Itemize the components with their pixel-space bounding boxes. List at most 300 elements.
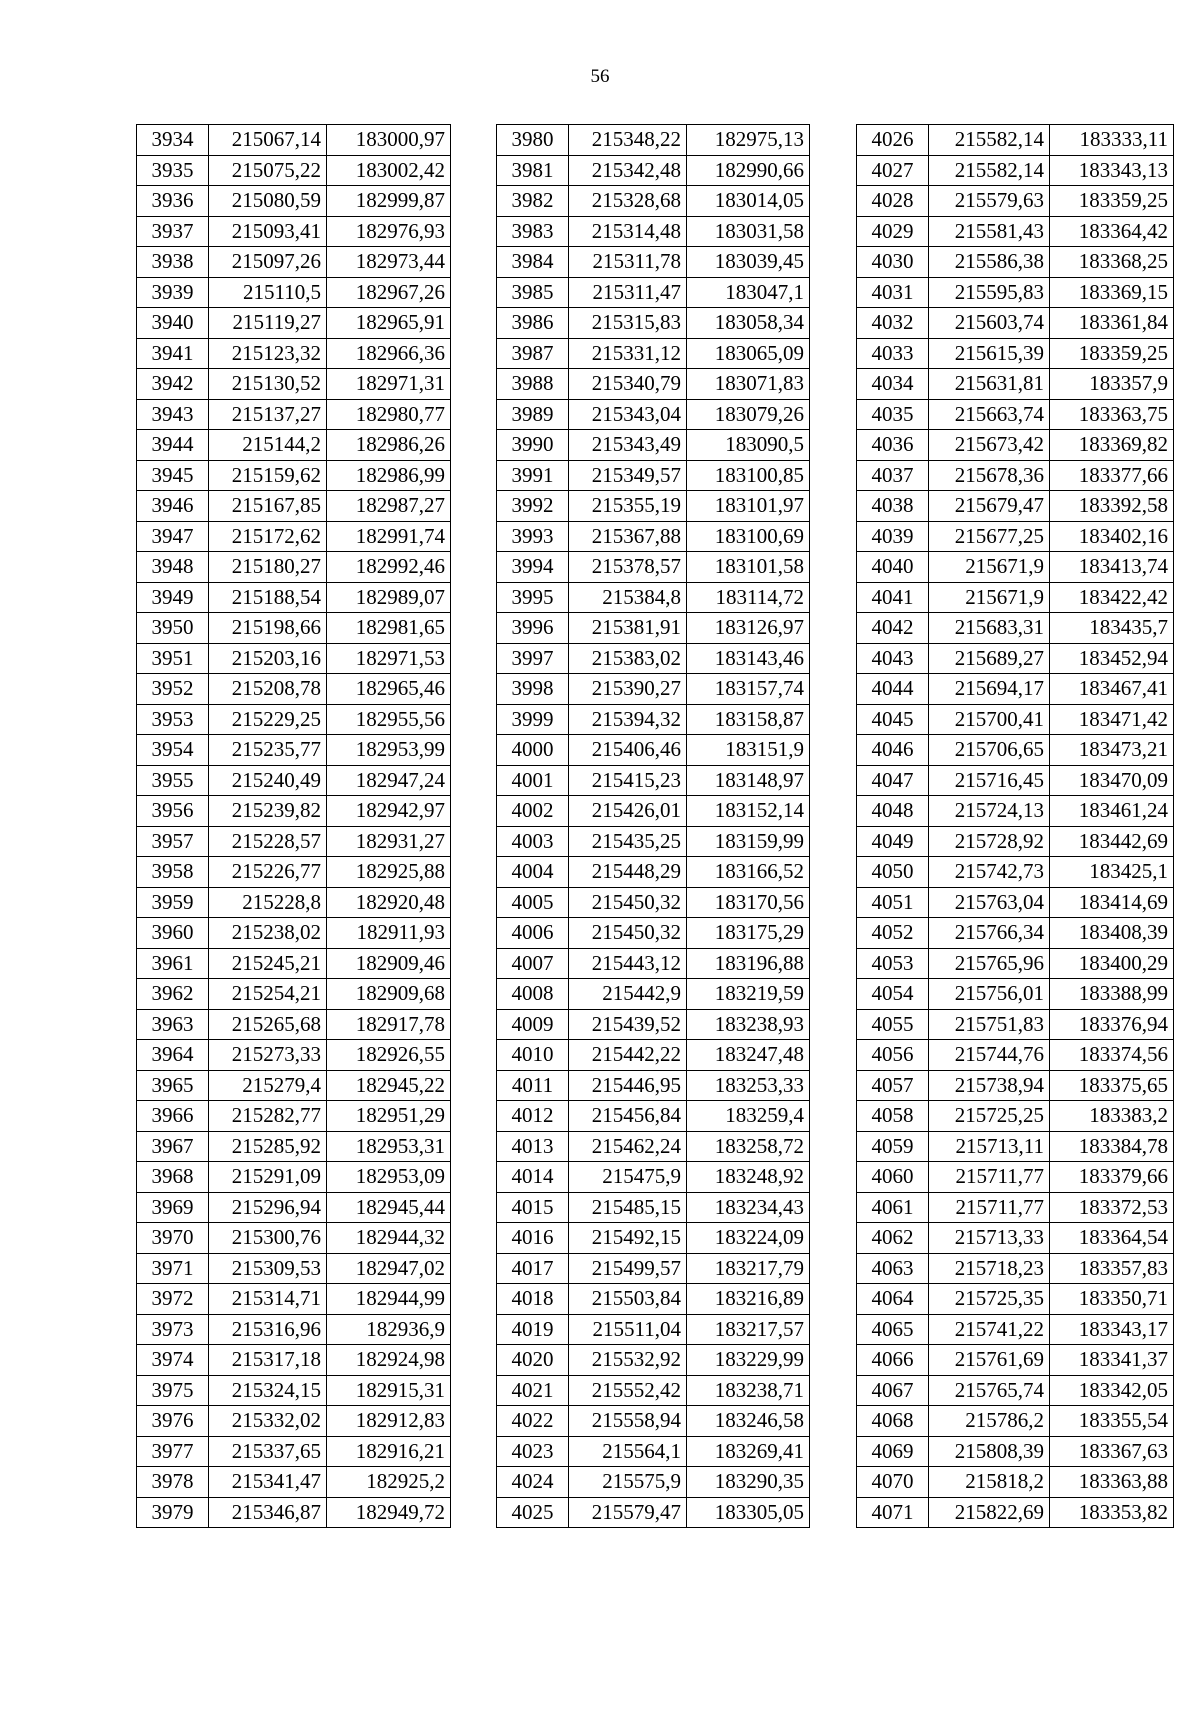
x-coordinate-cell: 215378,57 bbox=[569, 552, 687, 583]
x-coordinate-cell: 215744,76 bbox=[929, 1040, 1050, 1071]
x-coordinate-cell: 215254,21 bbox=[209, 979, 327, 1010]
x-coordinate-cell: 215119,27 bbox=[209, 308, 327, 339]
table-row bbox=[497, 369, 810, 400]
table-row bbox=[137, 1406, 451, 1437]
table-row bbox=[137, 918, 451, 949]
point-number-cell: 4014 bbox=[497, 1162, 569, 1193]
table-row bbox=[857, 796, 1174, 827]
table-row bbox=[857, 338, 1174, 369]
point-number-cell: 4062 bbox=[857, 1223, 929, 1254]
point-number-cell: 4052 bbox=[857, 918, 929, 949]
point-number-cell: 4060 bbox=[857, 1162, 929, 1193]
y-coordinate-cell: 182912,83 bbox=[327, 1406, 451, 1437]
point-number-cell: 3949 bbox=[137, 582, 209, 613]
y-coordinate-cell: 182965,91 bbox=[327, 308, 451, 339]
point-number-cell: 4038 bbox=[857, 491, 929, 522]
table-row bbox=[857, 1070, 1174, 1101]
point-number-cell: 4051 bbox=[857, 887, 929, 918]
x-coordinate-cell: 215343,49 bbox=[569, 430, 687, 461]
table-row bbox=[857, 521, 1174, 552]
table-row bbox=[857, 582, 1174, 613]
table-row bbox=[857, 125, 1174, 156]
table-row bbox=[137, 1375, 451, 1406]
point-number-cell: 4040 bbox=[857, 552, 929, 583]
x-coordinate-cell: 215711,77 bbox=[929, 1192, 1050, 1223]
point-number-cell: 4070 bbox=[857, 1467, 929, 1498]
point-number-cell: 4059 bbox=[857, 1131, 929, 1162]
x-coordinate-cell: 215582,14 bbox=[929, 125, 1050, 156]
y-coordinate-cell: 183363,75 bbox=[1050, 399, 1174, 430]
x-coordinate-cell: 215315,83 bbox=[569, 308, 687, 339]
table-row bbox=[497, 1131, 810, 1162]
table-row bbox=[857, 430, 1174, 461]
point-number-cell: 4023 bbox=[497, 1436, 569, 1467]
y-coordinate-cell: 182989,07 bbox=[327, 582, 451, 613]
x-coordinate-cell: 215448,29 bbox=[569, 857, 687, 888]
table-row bbox=[137, 1223, 451, 1254]
table-row bbox=[857, 887, 1174, 918]
x-coordinate-cell: 215738,94 bbox=[929, 1070, 1050, 1101]
table-row bbox=[857, 216, 1174, 247]
y-coordinate-cell: 183090,5 bbox=[687, 430, 810, 461]
table-row bbox=[497, 918, 810, 949]
y-coordinate-cell: 183375,65 bbox=[1050, 1070, 1174, 1101]
table-row bbox=[137, 613, 451, 644]
y-coordinate-cell: 183148,97 bbox=[687, 765, 810, 796]
x-coordinate-cell: 215564,1 bbox=[569, 1436, 687, 1467]
y-coordinate-cell: 182926,55 bbox=[327, 1040, 451, 1071]
x-coordinate-cell: 215765,96 bbox=[929, 948, 1050, 979]
point-number-cell: 4028 bbox=[857, 186, 929, 217]
point-number-cell: 4058 bbox=[857, 1101, 929, 1132]
x-coordinate-cell: 215123,32 bbox=[209, 338, 327, 369]
y-coordinate-cell: 182915,31 bbox=[327, 1375, 451, 1406]
y-coordinate-cell: 183435,7 bbox=[1050, 613, 1174, 644]
point-number-cell: 3936 bbox=[137, 186, 209, 217]
table-row bbox=[857, 1436, 1174, 1467]
point-number-cell: 3957 bbox=[137, 826, 209, 857]
table-row bbox=[137, 735, 451, 766]
x-coordinate-cell: 215343,04 bbox=[569, 399, 687, 430]
table-row bbox=[857, 857, 1174, 888]
x-coordinate-cell: 215443,12 bbox=[569, 948, 687, 979]
point-number-cell: 4024 bbox=[497, 1467, 569, 1498]
y-coordinate-cell: 182971,31 bbox=[327, 369, 451, 400]
table-row bbox=[137, 1467, 451, 1498]
point-number-cell: 4012 bbox=[497, 1101, 569, 1132]
y-coordinate-cell: 183383,2 bbox=[1050, 1101, 1174, 1132]
x-coordinate-cell: 215700,41 bbox=[929, 704, 1050, 735]
y-coordinate-cell: 182953,31 bbox=[327, 1131, 451, 1162]
point-number-cell: 4042 bbox=[857, 613, 929, 644]
page-number: 56 bbox=[590, 66, 610, 87]
x-coordinate-cell: 215226,77 bbox=[209, 857, 327, 888]
point-number-cell: 3964 bbox=[137, 1040, 209, 1071]
y-coordinate-cell: 183400,29 bbox=[1050, 948, 1174, 979]
x-coordinate-cell: 215485,15 bbox=[569, 1192, 687, 1223]
y-coordinate-cell: 183217,79 bbox=[687, 1253, 810, 1284]
table-row bbox=[497, 1284, 810, 1315]
x-coordinate-cell: 215741,22 bbox=[929, 1314, 1050, 1345]
y-coordinate-cell: 183368,25 bbox=[1050, 247, 1174, 278]
y-coordinate-cell: 183039,45 bbox=[687, 247, 810, 278]
x-coordinate-cell: 215311,47 bbox=[569, 277, 687, 308]
point-number-cell: 4039 bbox=[857, 521, 929, 552]
y-coordinate-cell: 183175,29 bbox=[687, 918, 810, 949]
y-coordinate-cell: 183408,39 bbox=[1050, 918, 1174, 949]
x-coordinate-cell: 215663,74 bbox=[929, 399, 1050, 430]
y-coordinate-cell: 182951,29 bbox=[327, 1101, 451, 1132]
point-number-cell: 4026 bbox=[857, 125, 929, 156]
table-row bbox=[857, 1192, 1174, 1223]
table-row bbox=[497, 979, 810, 1010]
y-coordinate-cell: 182920,48 bbox=[327, 887, 451, 918]
y-coordinate-cell: 182917,78 bbox=[327, 1009, 451, 1040]
point-number-cell: 4063 bbox=[857, 1253, 929, 1284]
y-coordinate-cell: 182965,46 bbox=[327, 674, 451, 705]
point-number-cell: 3971 bbox=[137, 1253, 209, 1284]
table-row bbox=[137, 1314, 451, 1345]
table-row bbox=[857, 1040, 1174, 1071]
y-coordinate-cell: 183014,05 bbox=[687, 186, 810, 217]
y-coordinate-cell: 182947,02 bbox=[327, 1253, 451, 1284]
coordinate-table-3 bbox=[856, 124, 1174, 1528]
point-number-cell: 3942 bbox=[137, 369, 209, 400]
x-coordinate-cell: 215475,9 bbox=[569, 1162, 687, 1193]
point-number-cell: 3972 bbox=[137, 1284, 209, 1315]
y-coordinate-cell: 183079,26 bbox=[687, 399, 810, 430]
point-number-cell: 3975 bbox=[137, 1375, 209, 1406]
x-coordinate-cell: 215595,83 bbox=[929, 277, 1050, 308]
x-coordinate-cell: 215390,27 bbox=[569, 674, 687, 705]
point-number-cell: 3943 bbox=[137, 399, 209, 430]
y-coordinate-cell: 183402,16 bbox=[1050, 521, 1174, 552]
x-coordinate-cell: 215367,88 bbox=[569, 521, 687, 552]
point-number-cell: 3939 bbox=[137, 277, 209, 308]
table-row bbox=[137, 1101, 451, 1132]
table-row bbox=[137, 460, 451, 491]
x-coordinate-cell: 215240,49 bbox=[209, 765, 327, 796]
x-coordinate-cell: 215067,14 bbox=[209, 125, 327, 156]
y-coordinate-cell: 183217,57 bbox=[687, 1314, 810, 1345]
x-coordinate-cell: 215331,12 bbox=[569, 338, 687, 369]
y-coordinate-cell: 182986,99 bbox=[327, 460, 451, 491]
point-number-cell: 4019 bbox=[497, 1314, 569, 1345]
x-coordinate-cell: 215110,5 bbox=[209, 277, 327, 308]
table-row bbox=[497, 674, 810, 705]
point-number-cell: 3985 bbox=[497, 277, 569, 308]
x-coordinate-cell: 215581,43 bbox=[929, 216, 1050, 247]
point-number-cell: 4015 bbox=[497, 1192, 569, 1223]
point-number-cell: 4050 bbox=[857, 857, 929, 888]
table-row bbox=[857, 1223, 1174, 1254]
point-number-cell: 3952 bbox=[137, 674, 209, 705]
point-number-cell: 3998 bbox=[497, 674, 569, 705]
point-number-cell: 3989 bbox=[497, 399, 569, 430]
x-coordinate-cell: 215725,35 bbox=[929, 1284, 1050, 1315]
x-coordinate-cell: 215415,23 bbox=[569, 765, 687, 796]
x-coordinate-cell: 215442,9 bbox=[569, 979, 687, 1010]
y-coordinate-cell: 183343,17 bbox=[1050, 1314, 1174, 1345]
y-coordinate-cell: 183425,1 bbox=[1050, 857, 1174, 888]
table-row bbox=[497, 643, 810, 674]
point-number-cell: 4008 bbox=[497, 979, 569, 1010]
y-coordinate-cell: 183384,78 bbox=[1050, 1131, 1174, 1162]
point-number-cell: 3955 bbox=[137, 765, 209, 796]
point-number-cell: 4029 bbox=[857, 216, 929, 247]
y-coordinate-cell: 183342,05 bbox=[1050, 1375, 1174, 1406]
x-coordinate-cell: 215144,2 bbox=[209, 430, 327, 461]
y-coordinate-cell: 183359,25 bbox=[1050, 186, 1174, 217]
y-coordinate-cell: 183369,15 bbox=[1050, 277, 1174, 308]
x-coordinate-cell: 215603,74 bbox=[929, 308, 1050, 339]
x-coordinate-cell: 215245,21 bbox=[209, 948, 327, 979]
point-number-cell: 3953 bbox=[137, 704, 209, 735]
point-number-cell: 4031 bbox=[857, 277, 929, 308]
y-coordinate-cell: 183047,1 bbox=[687, 277, 810, 308]
point-number-cell: 4065 bbox=[857, 1314, 929, 1345]
y-coordinate-cell: 183143,46 bbox=[687, 643, 810, 674]
x-coordinate-cell: 215456,84 bbox=[569, 1101, 687, 1132]
x-coordinate-cell: 215348,22 bbox=[569, 125, 687, 156]
x-coordinate-cell: 215435,25 bbox=[569, 826, 687, 857]
table-row bbox=[137, 1192, 451, 1223]
y-coordinate-cell: 182931,27 bbox=[327, 826, 451, 857]
point-number-cell: 3959 bbox=[137, 887, 209, 918]
table-row bbox=[137, 338, 451, 369]
point-number-cell: 4043 bbox=[857, 643, 929, 674]
table-row bbox=[137, 887, 451, 918]
point-number-cell: 3948 bbox=[137, 552, 209, 583]
y-coordinate-cell: 182925,2 bbox=[327, 1467, 451, 1498]
point-number-cell: 4027 bbox=[857, 155, 929, 186]
x-coordinate-cell: 215689,27 bbox=[929, 643, 1050, 674]
x-coordinate-cell: 215340,79 bbox=[569, 369, 687, 400]
table-row bbox=[137, 1436, 451, 1467]
point-number-cell: 4034 bbox=[857, 369, 929, 400]
point-number-cell: 3968 bbox=[137, 1162, 209, 1193]
x-coordinate-cell: 215671,9 bbox=[929, 582, 1050, 613]
point-number-cell: 4054 bbox=[857, 979, 929, 1010]
y-coordinate-cell: 183341,37 bbox=[1050, 1345, 1174, 1376]
table-row bbox=[857, 1284, 1174, 1315]
x-coordinate-cell: 215673,42 bbox=[929, 430, 1050, 461]
table-row bbox=[857, 369, 1174, 400]
x-coordinate-cell: 215756,01 bbox=[929, 979, 1050, 1010]
x-coordinate-cell: 215228,8 bbox=[209, 887, 327, 918]
point-number-cell: 4018 bbox=[497, 1284, 569, 1315]
x-coordinate-cell: 215766,34 bbox=[929, 918, 1050, 949]
table-row bbox=[497, 1375, 810, 1406]
table-row bbox=[497, 1009, 810, 1040]
point-number-cell: 4067 bbox=[857, 1375, 929, 1406]
y-coordinate-cell: 183238,93 bbox=[687, 1009, 810, 1040]
x-coordinate-cell: 215677,25 bbox=[929, 521, 1050, 552]
table-row bbox=[137, 1497, 451, 1528]
y-coordinate-cell: 183333,11 bbox=[1050, 125, 1174, 156]
point-number-cell: 3938 bbox=[137, 247, 209, 278]
table-row bbox=[857, 1314, 1174, 1345]
point-number-cell: 4047 bbox=[857, 765, 929, 796]
x-coordinate-cell: 215450,32 bbox=[569, 918, 687, 949]
x-coordinate-cell: 215097,26 bbox=[209, 247, 327, 278]
x-coordinate-cell: 215786,2 bbox=[929, 1406, 1050, 1437]
table-row bbox=[857, 765, 1174, 796]
point-number-cell: 4049 bbox=[857, 826, 929, 857]
point-number-cell: 4056 bbox=[857, 1040, 929, 1071]
y-coordinate-cell: 182973,44 bbox=[327, 247, 451, 278]
x-coordinate-cell: 215499,57 bbox=[569, 1253, 687, 1284]
point-number-cell: 3976 bbox=[137, 1406, 209, 1437]
coordinate-table-2 bbox=[496, 124, 810, 1528]
x-coordinate-cell: 215311,78 bbox=[569, 247, 687, 278]
table-row bbox=[137, 247, 451, 278]
x-coordinate-cell: 215342,48 bbox=[569, 155, 687, 186]
x-coordinate-cell: 215706,65 bbox=[929, 735, 1050, 766]
y-coordinate-cell: 182981,65 bbox=[327, 613, 451, 644]
table-row bbox=[857, 1101, 1174, 1132]
y-coordinate-cell: 183388,99 bbox=[1050, 979, 1174, 1010]
y-coordinate-cell: 182925,88 bbox=[327, 857, 451, 888]
y-coordinate-cell: 182987,27 bbox=[327, 491, 451, 522]
point-number-cell: 4002 bbox=[497, 796, 569, 827]
table-row bbox=[137, 948, 451, 979]
table-row bbox=[497, 460, 810, 491]
table-row bbox=[497, 1467, 810, 1498]
y-coordinate-cell: 182986,26 bbox=[327, 430, 451, 461]
y-coordinate-cell: 183350,71 bbox=[1050, 1284, 1174, 1315]
point-number-cell: 3991 bbox=[497, 460, 569, 491]
table-row bbox=[137, 430, 451, 461]
table-row bbox=[857, 826, 1174, 857]
x-coordinate-cell: 215761,69 bbox=[929, 1345, 1050, 1376]
table-row bbox=[137, 674, 451, 705]
point-number-cell: 4061 bbox=[857, 1192, 929, 1223]
y-coordinate-cell: 183101,97 bbox=[687, 491, 810, 522]
y-coordinate-cell: 183376,94 bbox=[1050, 1009, 1174, 1040]
point-number-cell: 3970 bbox=[137, 1223, 209, 1254]
point-number-cell: 3951 bbox=[137, 643, 209, 674]
point-number-cell: 3992 bbox=[497, 491, 569, 522]
x-coordinate-cell: 215188,54 bbox=[209, 582, 327, 613]
x-coordinate-cell: 215282,77 bbox=[209, 1101, 327, 1132]
table-row bbox=[137, 765, 451, 796]
table-row bbox=[137, 1284, 451, 1315]
x-coordinate-cell: 215713,11 bbox=[929, 1131, 1050, 1162]
point-number-cell: 3941 bbox=[137, 338, 209, 369]
y-coordinate-cell: 183305,05 bbox=[687, 1497, 810, 1528]
point-number-cell: 3986 bbox=[497, 308, 569, 339]
y-coordinate-cell: 183100,69 bbox=[687, 521, 810, 552]
y-coordinate-cell: 183357,83 bbox=[1050, 1253, 1174, 1284]
point-number-cell: 4033 bbox=[857, 338, 929, 369]
point-number-cell: 4053 bbox=[857, 948, 929, 979]
table-row bbox=[497, 704, 810, 735]
table-row bbox=[137, 186, 451, 217]
table-row bbox=[497, 521, 810, 552]
table-row bbox=[497, 186, 810, 217]
y-coordinate-cell: 183414,69 bbox=[1050, 887, 1174, 918]
x-coordinate-cell: 215341,47 bbox=[209, 1467, 327, 1498]
table-row bbox=[497, 247, 810, 278]
y-coordinate-cell: 182999,87 bbox=[327, 186, 451, 217]
table-row bbox=[857, 1467, 1174, 1498]
x-coordinate-cell: 215285,92 bbox=[209, 1131, 327, 1162]
x-coordinate-cell: 215532,92 bbox=[569, 1345, 687, 1376]
x-coordinate-cell: 215450,32 bbox=[569, 887, 687, 918]
x-coordinate-cell: 215296,94 bbox=[209, 1192, 327, 1223]
y-coordinate-cell: 183258,72 bbox=[687, 1131, 810, 1162]
point-number-cell: 3937 bbox=[137, 216, 209, 247]
x-coordinate-cell: 215159,62 bbox=[209, 460, 327, 491]
table-row bbox=[137, 552, 451, 583]
x-coordinate-cell: 215130,52 bbox=[209, 369, 327, 400]
table-row bbox=[137, 1070, 451, 1101]
table-row bbox=[497, 857, 810, 888]
table-row bbox=[497, 582, 810, 613]
table-row bbox=[497, 399, 810, 430]
y-coordinate-cell: 183126,97 bbox=[687, 613, 810, 644]
table-row bbox=[857, 643, 1174, 674]
x-coordinate-cell: 215631,81 bbox=[929, 369, 1050, 400]
y-coordinate-cell: 182936,9 bbox=[327, 1314, 451, 1345]
y-coordinate-cell: 182992,46 bbox=[327, 552, 451, 583]
table-row bbox=[497, 1253, 810, 1284]
x-coordinate-cell: 215337,65 bbox=[209, 1436, 327, 1467]
point-number-cell: 3958 bbox=[137, 857, 209, 888]
table-row bbox=[497, 552, 810, 583]
point-number-cell: 4066 bbox=[857, 1345, 929, 1376]
x-coordinate-cell: 215822,69 bbox=[929, 1497, 1050, 1528]
point-number-cell: 4035 bbox=[857, 399, 929, 430]
y-coordinate-cell: 183152,14 bbox=[687, 796, 810, 827]
table-row bbox=[137, 155, 451, 186]
x-coordinate-cell: 215346,87 bbox=[209, 1497, 327, 1528]
table-row bbox=[497, 430, 810, 461]
x-coordinate-cell: 215765,74 bbox=[929, 1375, 1050, 1406]
x-coordinate-cell: 215751,83 bbox=[929, 1009, 1050, 1040]
point-number-cell: 4037 bbox=[857, 460, 929, 491]
x-coordinate-cell: 215763,04 bbox=[929, 887, 1050, 918]
table-row bbox=[497, 1436, 810, 1467]
point-number-cell: 3973 bbox=[137, 1314, 209, 1345]
table-row bbox=[497, 948, 810, 979]
x-coordinate-cell: 215198,66 bbox=[209, 613, 327, 644]
point-number-cell: 4001 bbox=[497, 765, 569, 796]
x-coordinate-cell: 215355,19 bbox=[569, 491, 687, 522]
y-coordinate-cell: 183471,42 bbox=[1050, 704, 1174, 735]
point-number-cell: 4000 bbox=[497, 735, 569, 766]
x-coordinate-cell: 215383,02 bbox=[569, 643, 687, 674]
table-row bbox=[497, 1314, 810, 1345]
table-row bbox=[857, 460, 1174, 491]
x-coordinate-cell: 215349,57 bbox=[569, 460, 687, 491]
y-coordinate-cell: 183269,41 bbox=[687, 1436, 810, 1467]
point-number-cell: 4007 bbox=[497, 948, 569, 979]
point-number-cell: 3950 bbox=[137, 613, 209, 644]
y-coordinate-cell: 183219,59 bbox=[687, 979, 810, 1010]
y-coordinate-cell: 183247,48 bbox=[687, 1040, 810, 1071]
x-coordinate-cell: 215291,09 bbox=[209, 1162, 327, 1193]
y-coordinate-cell: 183369,82 bbox=[1050, 430, 1174, 461]
table-row bbox=[137, 826, 451, 857]
x-coordinate-cell: 215316,96 bbox=[209, 1314, 327, 1345]
point-number-cell: 3982 bbox=[497, 186, 569, 217]
y-coordinate-cell: 183071,83 bbox=[687, 369, 810, 400]
x-coordinate-cell: 215579,63 bbox=[929, 186, 1050, 217]
x-coordinate-cell: 215694,17 bbox=[929, 674, 1050, 705]
y-coordinate-cell: 183002,42 bbox=[327, 155, 451, 186]
